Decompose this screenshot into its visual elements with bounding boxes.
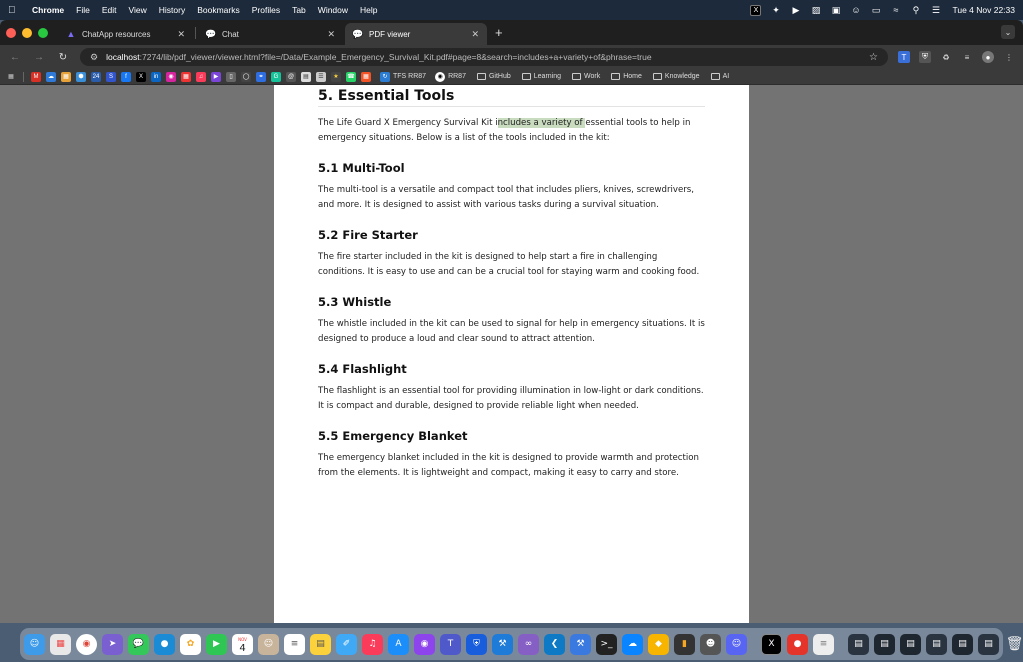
forward-arrow-icon[interactable]: → [34, 51, 44, 63]
bookmark-folder-knowledge[interactable] [653, 73, 700, 80]
hexagon-icon[interactable]: ⬢ [76, 72, 86, 82]
folder-icon [477, 73, 486, 80]
folder-icon [611, 73, 620, 80]
x-app-status-icon[interactable]: X [750, 5, 761, 16]
subsection-text-fire-starter: The fire starter included in the kit is designed to help start a fire in challenging conditions. It is easy to use and can be a crucial tool for staying warm and cooking food. [318, 252, 700, 277]
maps-icon[interactable]: ➤ [102, 634, 123, 655]
subsection-title-emergency-blanket: 5.5 Emergency Blanket [318, 429, 468, 443]
star-icon[interactable]: ★ [331, 72, 341, 82]
window-thumbnail-icon[interactable]: ▤ [952, 634, 973, 655]
photos-icon[interactable]: ✿ [180, 634, 201, 655]
apps-grid-icon[interactable]: ▦ [8, 74, 14, 80]
macos-dock [20, 628, 1023, 660]
screen-status-icon[interactable]: ▣ [831, 4, 841, 15]
folder-icon [653, 73, 662, 80]
window-thumbnail-icon[interactable]: ▤ [978, 634, 999, 655]
bookmark-star-icon[interactable]: ☆ [869, 51, 878, 63]
play-status-icon[interactable]: ▶ [792, 4, 800, 15]
wifi-status-icon[interactable]: ≈ [893, 5, 899, 15]
close-icon[interactable]: ✕ [327, 28, 335, 39]
chrome-icon[interactable]: ◉ [76, 634, 97, 655]
chat-icon: 💬 [205, 28, 217, 39]
bookmark-folder-work[interactable] [572, 73, 600, 80]
tab-chatapp-resources[interactable] [58, 23, 193, 45]
bookmark-label: RR87 [448, 73, 466, 80]
tab-chat[interactable] [198, 23, 343, 45]
folder-label: Learning [533, 73, 562, 80]
windows-grid-icon[interactable]: ▦ [361, 72, 371, 82]
menu-tab[interactable]: Tab [292, 5, 306, 15]
messenger-icon[interactable]: ⚭ [256, 72, 266, 82]
text-editor-icon[interactable]: ≡ [813, 634, 834, 655]
app-bars-icon[interactable]: ▮ [674, 634, 695, 655]
music-icon[interactable]: ♫ [196, 72, 206, 82]
reading-list-icon[interactable]: ≡ [964, 52, 970, 62]
browser-window [0, 20, 1023, 623]
xcode-icon[interactable]: ⚒ [492, 634, 513, 655]
subsection-text-emergency-blanket: The emergency blanket included in the kit is designed to provide warmth and protection from the elements. It is lightweight and compact, making it easy to carry and store. [318, 453, 699, 478]
tab-separator [195, 27, 196, 39]
intro-text-before: The Life Guard X Emergency Survival Kit i [318, 118, 498, 128]
folder-icon [572, 73, 581, 80]
folder-label: Home [623, 73, 642, 80]
freeform-icon[interactable]: ✐ [336, 634, 357, 655]
subsection-title-flashlight: 5.4 Flashlight [318, 362, 407, 376]
podcasts-icon[interactable]: ◉ [414, 634, 435, 655]
subsection-text-whistle: The whistle included in the kit can be used to signal for help in emergency situations. It is designed to produce a loud and clear sound to attract attention. [318, 319, 705, 344]
facetime-icon[interactable]: ▶ [206, 634, 227, 655]
folder-label: GitHub [488, 73, 511, 80]
menu-edit[interactable]: Edit [101, 5, 117, 15]
extensions-area [898, 51, 1015, 63]
location-status-icon[interactable]: ✦ [772, 4, 780, 15]
close-icon[interactable]: ✕ [471, 28, 479, 39]
trash-icon[interactable]: 🗑 [1005, 636, 1023, 652]
sketch-icon[interactable]: ◆ [648, 634, 669, 655]
messages-icon[interactable]: 💬 [128, 634, 149, 655]
apple-menu-icon[interactable] [8, 5, 22, 16]
edge-icon[interactable]: ● [154, 634, 175, 655]
list-icon[interactable]: ☰ [316, 72, 326, 82]
menu-app-name[interactable]: Chrome [32, 5, 65, 15]
minimize-window-button[interactable] [22, 28, 32, 38]
bookmarks-bar [0, 69, 1023, 85]
subsection-text-flashlight: The flashlight is an essential tool for providing illumination in low-light or dark conditions. It is compact and durable, designed to provide reliable light when needed. [318, 386, 704, 411]
number-24-icon[interactable]: 24 [92, 73, 100, 80]
macos-menu-bar [0, 0, 1023, 20]
user-status-icon[interactable]: ☺ [851, 5, 861, 15]
browser-toolbar [0, 45, 1023, 69]
url-path: :7274/lib/pdf_viewer/viewer.html?file=/Data/Example_Emergency_Survival_Kit.pdf#page=8&search=includes+a+variety+of&phrase=true [139, 52, 652, 62]
play-video-icon[interactable]: ▶ [211, 72, 221, 82]
window-thumbnail-icon[interactable]: ▤ [848, 634, 869, 655]
cloud-icon[interactable]: ☁ [46, 72, 56, 82]
launchpad-icon[interactable]: ▦ [50, 634, 71, 655]
window-thumbnail-icon[interactable]: ▤ [874, 634, 895, 655]
address-bar[interactable] [80, 48, 888, 66]
site-settings-icon[interactable]: ⚙ [90, 51, 99, 62]
facebook-icon[interactable]: f [121, 72, 131, 82]
profile-avatar-icon[interactable]: ● [982, 51, 994, 63]
bookmark-tfs[interactable] [380, 72, 426, 82]
x-twitter-icon[interactable]: X [136, 72, 146, 82]
window-controls [6, 20, 48, 45]
calendar-month: NOV [238, 637, 247, 642]
at-sign-icon[interactable]: @ [287, 73, 295, 80]
folder-icon [522, 73, 531, 80]
music-app-icon[interactable]: ♫ [362, 634, 383, 655]
url-text[interactable] [106, 52, 861, 62]
bookmark-folder-learning[interactable] [522, 73, 561, 80]
reload-icon[interactable]: ↻ [58, 51, 68, 63]
battery-status-icon[interactable]: ▭ [871, 4, 881, 15]
tab-strip [0, 20, 1023, 45]
terminal-icon[interactable]: >_ [596, 634, 617, 655]
contacts-icon[interactable]: ☺ [258, 634, 279, 655]
status-area [750, 5, 1015, 16]
newspaper-icon[interactable]: ▤ [301, 72, 311, 82]
spotlight-search-icon[interactable]: ⚲ [912, 4, 920, 15]
section-title: 5. Essential Tools [318, 85, 705, 107]
folder-label: Knowledge [664, 73, 700, 80]
shield-extension-icon[interactable]: ⛨ [919, 51, 931, 63]
back-arrow-icon[interactable]: ← [10, 51, 20, 63]
bluesky-icon[interactable]: ☁ [622, 634, 643, 655]
pdf-viewer-container[interactable] [0, 85, 1023, 623]
document-icon[interactable]: ▯ [226, 72, 236, 82]
discord-icon[interactable]: ☺ [726, 634, 747, 655]
intro-paragraph [318, 116, 705, 145]
subsection-text-multi-tool: The multi-tool is a versatile and compact tool that includes pliers, knives, screwdrivers, and more. It is designed to assist with various tasks during a survival situation. [318, 185, 694, 210]
globe-icon[interactable]: ◯ [241, 72, 251, 82]
office-grid-icon[interactable]: ▦ [61, 72, 71, 82]
menu-window[interactable]: Window [317, 5, 349, 15]
alfred-icon[interactable]: ☻ [700, 634, 721, 655]
bookmark-rr87-github[interactable] [435, 72, 466, 82]
tfs-icon: ↻ [380, 72, 390, 82]
search-highlight: ncludes a variety of [497, 118, 586, 128]
reminders-icon[interactable]: ≡ [284, 634, 305, 655]
bookmark-divider [23, 72, 24, 82]
bookmark-label: TFS RR87 [393, 73, 427, 80]
bookmark-folder-home[interactable] [611, 73, 642, 80]
triangle-icon: ▲ [66, 29, 76, 39]
menu-profiles[interactable]: Profiles [251, 5, 281, 15]
folder-label: AI [722, 73, 730, 80]
menu-file[interactable]: File [76, 5, 90, 15]
chevron-down-icon[interactable]: ⌄ [1001, 25, 1015, 39]
notes-icon[interactable]: ▤ [310, 634, 331, 655]
menubar-clock[interactable]: Tue 4 Nov 22:33 [952, 5, 1015, 15]
close-window-button[interactable] [6, 28, 16, 38]
gmail-icon[interactable]: M [31, 72, 41, 82]
github-icon: ◉ [435, 72, 445, 82]
whatsapp-icon[interactable]: ☎ [346, 72, 356, 82]
calendar-bookmark-icon[interactable]: ▦ [181, 72, 191, 82]
pdf-page [274, 85, 749, 623]
menu-history[interactable]: History [158, 5, 186, 15]
zoom-window-button[interactable] [38, 28, 48, 38]
folder-label: Work [584, 73, 601, 80]
subsection-title-multi-tool: 5.1 Multi-Tool [318, 161, 405, 175]
intro-text-after: essential tools to help in emergency situations. Below is a list of the tools included in the kit: [318, 118, 691, 143]
more-menu-icon[interactable]: ⋮ [1005, 52, 1013, 62]
calendar-icon[interactable] [232, 634, 253, 655]
close-icon[interactable]: ✕ [177, 28, 185, 39]
tab-pdf-viewer[interactable] [345, 23, 487, 45]
bookmark-folder-ai[interactable] [711, 73, 730, 80]
subsection-title-fire-starter: 5.2 Fire Starter [318, 228, 418, 242]
tab-label: ChatApp resources [82, 29, 151, 39]
car-status-icon[interactable]: ▨ [811, 4, 821, 15]
menu-view[interactable]: View [128, 5, 147, 15]
window-thumbnail-icon[interactable]: ▤ [926, 634, 947, 655]
bitwarden-icon[interactable]: ⛨ [466, 634, 487, 655]
calendar-day: 4 [239, 643, 246, 654]
new-tab-plus-icon[interactable]: + [495, 25, 503, 40]
vscode-icon[interactable]: ❮ [544, 634, 565, 655]
bookmark-folder-github[interactable] [477, 73, 511, 80]
subsection-title-whistle: 5.3 Whistle [318, 295, 392, 309]
instagram-icon[interactable]: ◉ [166, 72, 176, 82]
visual-studio-icon[interactable]: ∞ [518, 634, 539, 655]
folder-icon [711, 73, 720, 80]
linkedin-icon[interactable]: in [151, 72, 161, 82]
teams-icon[interactable]: T [440, 634, 461, 655]
translate-extension-icon[interactable]: T [898, 51, 910, 63]
hammer-tool-icon[interactable]: ⚒ [570, 634, 591, 655]
menu-help[interactable]: Help [360, 5, 378, 15]
x-app-icon[interactable]: X [761, 634, 782, 655]
finder-icon[interactable]: ☺ [24, 634, 45, 655]
pdf-app-icon[interactable]: ● [787, 634, 808, 655]
tab-label: Chat [222, 29, 239, 39]
url-host: localhost [106, 52, 140, 62]
chat-icon: 💬 [352, 28, 364, 39]
app-store-icon[interactable]: A [388, 634, 409, 655]
s-app-icon[interactable]: S [106, 72, 116, 82]
grammarly-icon[interactable]: G [271, 72, 281, 82]
menu-bookmarks[interactable]: Bookmarks [197, 5, 240, 15]
tab-label: PDF viewer [369, 29, 411, 39]
control-center-icon[interactable]: ☰ [931, 4, 940, 15]
puzzle-extensions-icon[interactable]: ♻ [942, 52, 950, 62]
window-thumbnail-icon[interactable]: ▤ [900, 634, 921, 655]
